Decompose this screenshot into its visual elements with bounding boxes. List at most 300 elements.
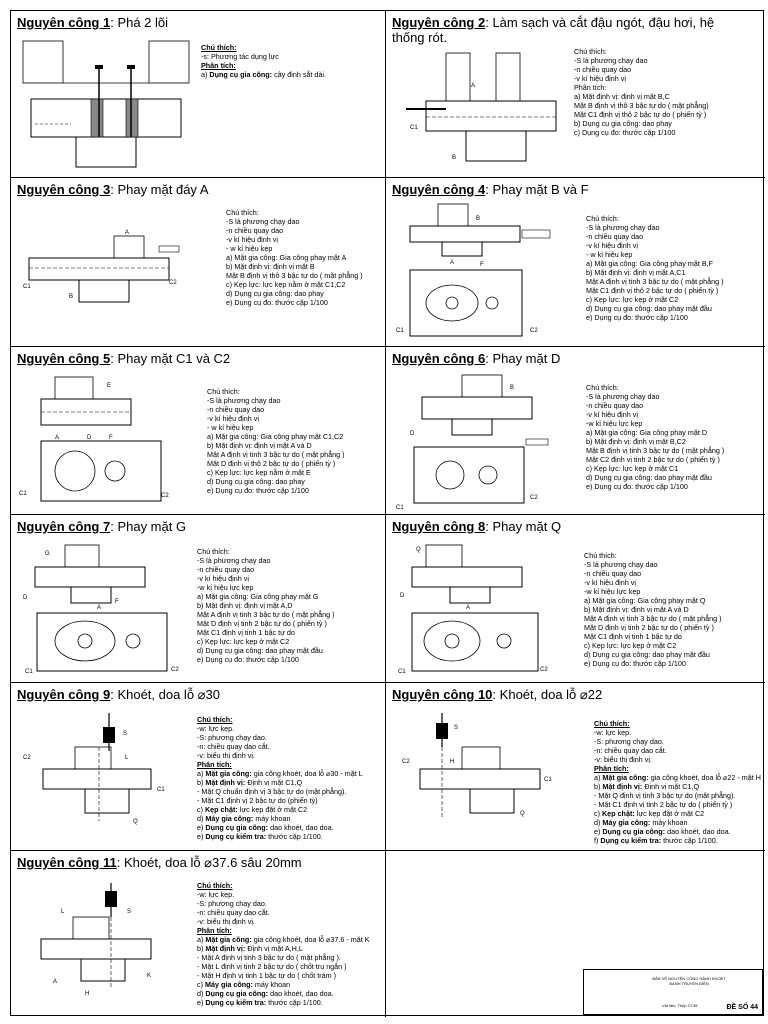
fig-label-B: B xyxy=(510,385,515,391)
note-line xyxy=(197,908,370,917)
note-text: Chú thích: xyxy=(201,43,237,52)
note-text: -S là phương chạy dao xyxy=(207,396,281,405)
note-line xyxy=(594,791,761,800)
note-text: c) Kẹp lực: lực kẹp ở mặt C1 xyxy=(586,464,679,473)
note-text: d) xyxy=(594,818,603,827)
note-text: -v kí hiệu định vị xyxy=(586,410,638,419)
op-name: Phay mặt C1 và C2 xyxy=(117,351,231,366)
fig-label-C1: C1 xyxy=(396,328,404,334)
note-text: - Mặt L định vị tinh 2 bậc tự do ( chốt trụ ngắn ) xyxy=(197,962,347,971)
note-line xyxy=(226,280,363,289)
note-line xyxy=(207,477,344,486)
note-line xyxy=(584,560,721,569)
op-label: Nguyên công 2 xyxy=(392,15,486,30)
note-line xyxy=(226,298,363,307)
fig-label-S: S xyxy=(127,909,132,915)
op-label: Nguyên công 7 xyxy=(17,519,111,534)
op-title xyxy=(17,855,302,870)
op-cell-3 xyxy=(11,178,386,347)
title-block-line2: BÁNH TRUYỀN ĐIỆN xyxy=(669,981,709,986)
fig-label-K: K xyxy=(147,973,152,979)
note-line xyxy=(207,450,344,459)
op-sep: : xyxy=(485,182,489,197)
note-text: e) xyxy=(197,832,206,841)
op-cell-2 xyxy=(386,11,765,178)
note-line xyxy=(197,715,363,724)
note-text: b) Mặt định vị: định vị mặt A,C1 xyxy=(586,268,686,277)
note-line xyxy=(594,728,761,737)
note-line xyxy=(197,769,363,778)
note-text: Phân tích: xyxy=(197,926,232,935)
note-text: d) xyxy=(197,989,206,998)
note-text: Mặt A định vị tinh 3 bậc tự do ( mặt phẳng ) xyxy=(586,277,724,286)
fig-label-C1: C1 xyxy=(19,491,27,497)
note-line xyxy=(226,226,363,235)
fig-label-C1: C1 xyxy=(410,125,418,131)
note-line xyxy=(197,592,334,601)
fig-label-D: D xyxy=(400,593,405,599)
op-figure-4 xyxy=(392,200,584,342)
note-text: e) xyxy=(197,998,206,1007)
note-line xyxy=(197,881,370,890)
note-text: c) Kẹp lực: lực kẹp nằm ở mặt E xyxy=(207,468,311,477)
note-value: thước cặp 1/100. xyxy=(661,836,718,845)
note-text: Chú thích: xyxy=(197,715,233,724)
note-text: Chú thích: xyxy=(586,383,619,392)
op-sep: : xyxy=(110,687,114,702)
note-line xyxy=(197,601,334,610)
note-key: Dụng cụ gia công: xyxy=(602,827,666,836)
note-line xyxy=(197,832,363,841)
note-line xyxy=(226,244,363,253)
op-sep: : xyxy=(485,351,489,366)
note-line xyxy=(586,392,724,401)
note-line xyxy=(226,208,363,217)
note-text: b) xyxy=(197,778,206,787)
note-line xyxy=(586,286,723,295)
note-line xyxy=(584,569,721,578)
note-text: -S là phương chạy dao xyxy=(586,392,660,401)
note-line xyxy=(207,459,344,468)
fig-label-A: A xyxy=(471,83,476,89)
note-text: c) Kẹp lực: lực kẹp ở mặt C2 xyxy=(584,641,677,650)
op-title xyxy=(392,351,560,366)
note-text: -w kí hiệu lực kẹp xyxy=(586,419,643,428)
drawing-sheet xyxy=(10,10,764,1016)
note-line xyxy=(197,646,334,655)
note-text: Mặt D định vị tinh 2 bậc tự do ( phiến tỳ ) xyxy=(584,623,714,632)
op-name: Phá 2 lõi xyxy=(117,15,169,30)
fig-label-C2: C2 xyxy=(530,328,538,334)
note-text: -w: lực kẹp. xyxy=(197,890,235,899)
note-line xyxy=(574,110,709,119)
note-line xyxy=(594,737,761,746)
note-text: - w kí hiệu kẹp xyxy=(586,250,633,259)
note-key: Máy gia công: xyxy=(204,980,253,989)
note-text: Mặt C1 định vị thô 2 bậc tự do ( phiến tỳ ) xyxy=(586,286,719,295)
note-text: -S: phương chạy dao. xyxy=(197,733,267,742)
note-line xyxy=(197,944,370,953)
note-text: Mặt C1 định vị thô 2 bậc tự do ( phiến tỳ ) xyxy=(574,110,707,119)
note-key: Mặt định vị: xyxy=(205,778,246,787)
note-text: - Mặt Q định vị tinh 3 bậc tự do (mặt phẳng). xyxy=(594,791,736,800)
note-text: Chú thích: xyxy=(226,208,259,217)
note-text: -v: biểu thị định vị. xyxy=(594,755,652,764)
note-value: lực kẹp đặt ở mặt C2 xyxy=(634,809,705,818)
op-label: Nguyên công 6 xyxy=(392,351,486,366)
note-line xyxy=(197,583,334,592)
note-text: d) Dụng cụ gia công: dao phay mặt đầu xyxy=(197,646,323,655)
note-line xyxy=(207,396,344,405)
note-line xyxy=(586,304,723,313)
note-line xyxy=(197,935,370,944)
note-line xyxy=(584,623,721,632)
note-line xyxy=(197,778,363,787)
note-text: - w kí hiệu kẹp xyxy=(226,244,273,253)
op-name: Phay mặt G xyxy=(117,519,187,534)
op-label: Nguyên công 5 xyxy=(17,351,111,366)
note-text: b) xyxy=(197,944,206,953)
note-line xyxy=(207,387,344,396)
note-text: b) xyxy=(594,782,603,791)
fig-label-C2: C2 xyxy=(540,667,548,673)
note-line xyxy=(197,628,334,637)
fig-label-A: A xyxy=(55,435,60,441)
note-value: dao khoét, dao doa. xyxy=(268,823,334,832)
op-cell-1 xyxy=(11,11,386,178)
title-block-material: Vật liệu: Thép CT45 xyxy=(662,1003,698,1008)
note-key: Dụng cụ kiểm tra: xyxy=(600,836,662,845)
fig-label-D: D xyxy=(87,435,92,441)
op-label: Nguyên công 11 xyxy=(17,855,117,870)
op-title xyxy=(17,15,168,30)
fig-label-H: H xyxy=(450,759,455,765)
note-text: Chú thích: xyxy=(197,881,233,890)
note-text: -S là phương chạy dao xyxy=(197,556,271,565)
note-text: e) Dụng cụ đo: thước cặp 1/100 xyxy=(197,655,299,664)
fig-label-L: L xyxy=(125,755,129,761)
fig-label-H: H xyxy=(85,991,90,997)
note-text: c) Dụng cụ đo: thước cặp 1/100 xyxy=(574,128,676,137)
fig-label-Q: Q xyxy=(520,811,525,817)
note-line xyxy=(197,998,370,1007)
op-title xyxy=(392,182,589,197)
op-title xyxy=(392,519,561,534)
note-value: máy khoan xyxy=(650,818,688,827)
note-line xyxy=(197,823,363,832)
note-line xyxy=(586,482,724,491)
note-text: Mặt C2 định vị tinh 2 bậc tự do ( phiến tỳ ) xyxy=(586,455,720,464)
note-value: máy khoan xyxy=(252,980,291,989)
op-label: Nguyên công 1 xyxy=(17,15,111,30)
note-text: e) Dụng cụ đo: thước cặp 1/100 xyxy=(207,486,309,495)
op-figure-11 xyxy=(15,877,191,1013)
op-title xyxy=(17,687,220,702)
note-line xyxy=(201,52,326,61)
note-text: a) xyxy=(594,773,603,782)
note-line xyxy=(197,547,334,556)
note-value: gia công khoét, doa lỗ ⌀37.6 - mặt K xyxy=(251,935,370,944)
op-title xyxy=(17,351,230,366)
note-text: c) xyxy=(197,805,205,814)
fig-label-A: A xyxy=(466,605,471,611)
note-text: a) Mặt gia công: Gia công phay mặt G xyxy=(197,592,319,601)
fig-label-C2: C2 xyxy=(161,493,169,499)
note-line xyxy=(594,800,761,809)
op-figure-9 xyxy=(15,707,191,847)
op-sep: : xyxy=(485,15,489,30)
note-text: -v kí hiệu định vị xyxy=(584,578,636,587)
note-text: c) xyxy=(594,809,602,818)
note-line xyxy=(574,56,709,65)
op-name: Khoét, doa lỗ ⌀22 xyxy=(499,687,603,702)
fig-label-C2: C2 xyxy=(23,755,31,761)
note-line xyxy=(586,473,724,482)
note-line xyxy=(586,268,723,277)
note-line xyxy=(584,641,721,650)
note-text: f) xyxy=(594,836,601,845)
note-line xyxy=(197,962,370,971)
note-line xyxy=(594,746,761,755)
op-sep: : xyxy=(110,351,114,366)
note-line xyxy=(586,437,724,446)
note-text: Mặt B định vị tinh 3 bậc tự do ( mặt phẳng ) xyxy=(586,446,725,455)
note-line xyxy=(594,755,761,764)
note-line xyxy=(197,760,363,769)
fig-label-E: E xyxy=(107,383,112,389)
note-line xyxy=(584,632,721,641)
note-line xyxy=(197,619,334,628)
op-cell-9 xyxy=(11,683,386,851)
note-line xyxy=(586,401,724,410)
fig-label-C1: C1 xyxy=(544,777,552,783)
title-block-text xyxy=(644,976,734,986)
note-text: - Mặt Q chuẩn định vị 3 bậc tự do (mặt phẳng). xyxy=(197,787,347,796)
note-line xyxy=(207,441,344,450)
note-text: Mặt B định vị thô 3 bậc tự do ( mặt phẳng) xyxy=(574,101,709,110)
op-notes xyxy=(594,719,761,845)
note-text: Mặt C1 định vị tinh 1 bậc tự do xyxy=(197,628,295,637)
op-notes xyxy=(197,881,370,1007)
note-line xyxy=(584,578,721,587)
note-text: -s: Phương tác dụng lực xyxy=(201,52,279,61)
fig-label-B: B xyxy=(69,294,74,300)
note-line xyxy=(574,92,709,101)
note-text: a) Mặt gia công: Gia công phay mặt D xyxy=(586,428,708,437)
note-line xyxy=(226,262,363,271)
note-text: -S là phương chạy dao xyxy=(574,56,648,65)
note-line xyxy=(574,119,709,128)
op-name: Khoét, doa lỗ ⌀30 xyxy=(117,687,220,702)
note-line xyxy=(586,277,723,286)
note-line xyxy=(574,47,709,56)
fig-label-A: A xyxy=(97,605,102,611)
op-figure-8 xyxy=(390,537,580,679)
fig-label-A: A xyxy=(125,230,130,236)
note-text: d) xyxy=(197,814,206,823)
note-text: Mặt C1 định vị tinh 1 bậc tự do xyxy=(584,632,682,641)
note-line xyxy=(586,383,724,392)
op-cell-6 xyxy=(386,347,765,515)
fig-label-C2: C2 xyxy=(402,759,410,765)
note-text: Mặt A định vị tinh 3 bậc tự do ( mặt phẳng ) xyxy=(584,614,722,623)
note-line xyxy=(226,235,363,244)
note-text: -n: chiều quay dao cắt. xyxy=(594,746,667,755)
note-text: - Mặt C1 định vị 2 bậc tự do (phiến tỳ) xyxy=(197,796,318,805)
note-text: a) xyxy=(197,935,206,944)
note-key: Dụng cụ kiểm tra: xyxy=(205,998,267,1007)
note-line xyxy=(197,787,363,796)
note-text: -v kí hiệu định vị xyxy=(574,74,626,83)
note-line xyxy=(197,556,334,565)
note-line xyxy=(594,818,761,827)
note-line xyxy=(197,953,370,962)
note-text: -n chiều quay dao xyxy=(197,565,255,574)
note-line xyxy=(197,814,363,823)
note-line xyxy=(594,764,761,773)
fig-label-C2: C2 xyxy=(530,495,538,501)
note-line xyxy=(584,551,721,560)
note-text: - Mặt C1 định vị tinh 2 bậc tự do ( phiến tỳ ) xyxy=(594,800,733,809)
note-line xyxy=(586,214,723,223)
fig-label-C1: C1 xyxy=(396,505,404,511)
note-line xyxy=(594,836,761,845)
note-line xyxy=(594,782,761,791)
fig-label-C1: C1 xyxy=(157,787,165,793)
op-name: Khoét, doa lỗ ⌀37.6 sâu 20mm xyxy=(123,855,302,870)
note-value: Định vị mặt C1,Q xyxy=(642,782,700,791)
title-block xyxy=(583,969,763,1015)
note-value: thước cặp 1/100. xyxy=(266,998,323,1007)
note-key: Mặt gia công: xyxy=(205,935,252,944)
note-text: -v: biểu thị định vị. xyxy=(197,917,255,926)
note-value: Định vị mặt C1,Q xyxy=(245,778,303,787)
note-text: Mặt B định vị thô 3 bậc tự do ( mặt phẳng ) xyxy=(226,271,363,280)
note-line xyxy=(586,241,723,250)
fig-label-A: A xyxy=(53,979,58,985)
note-text: -w kí hiệu lực kẹp xyxy=(584,587,641,596)
sheet-number: ĐỀ SỐ 44 xyxy=(726,1004,758,1011)
note-line xyxy=(584,596,721,605)
note-line xyxy=(574,74,709,83)
note-key: Dụng cụ gia công: xyxy=(205,989,269,998)
note-key: Máy gia công: xyxy=(205,814,254,823)
note-line xyxy=(226,271,363,280)
note-text: Chú thích: xyxy=(574,47,607,56)
note-text: d) Dụng cụ gia công: dao phay mặt đầu xyxy=(584,650,710,659)
note-line xyxy=(197,989,370,998)
note-line xyxy=(197,610,334,619)
fig-label-C2: C2 xyxy=(169,280,177,286)
note-line xyxy=(586,419,724,428)
note-line xyxy=(586,259,723,268)
note-text: e) xyxy=(197,823,206,832)
fig-label-D: D xyxy=(23,595,28,601)
note-line xyxy=(197,733,363,742)
note-text: Phân tích: xyxy=(594,764,629,773)
op-figure-1 xyxy=(21,39,191,171)
note-text: c) Kẹp lực: lực kẹp nằm ở mặt C1,C2 xyxy=(226,280,346,289)
fig-label-F: F xyxy=(115,599,119,605)
op-title xyxy=(17,182,209,197)
op-name: Phay mặt Q xyxy=(492,519,562,534)
note-text: e) Dụng cụ đo: thước cặp 1/100 xyxy=(586,482,688,491)
note-text: Mặt D định vị thô 2 bậc tự do ( phiến tỳ ) xyxy=(207,459,336,468)
note-line xyxy=(586,410,724,419)
note-key: Dụng cụ kiểm tra: xyxy=(205,832,267,841)
note-line xyxy=(574,83,709,92)
note-line xyxy=(201,43,326,52)
note-text: d) Dụng cụ gia công: dao phay mặt đầu xyxy=(586,473,712,482)
note-text: -n chiều quay dao xyxy=(226,226,284,235)
note-text: b) Mặt định vị: định vị mặt A và D xyxy=(207,441,312,450)
fig-label-S: S xyxy=(454,725,459,731)
note-line xyxy=(586,464,724,473)
note-line xyxy=(586,223,723,232)
note-line xyxy=(586,232,723,241)
note-text: Phân tích: xyxy=(201,61,236,70)
fig-label-F: F xyxy=(109,435,113,441)
op-name: Phay mặt D xyxy=(492,351,561,366)
note-key: Mặt gia công: xyxy=(602,773,649,782)
note-text: -n chiều quay dao xyxy=(207,405,265,414)
note-line xyxy=(586,455,724,464)
note-value: cây đinh sắt dài. xyxy=(272,70,327,79)
note-line xyxy=(197,655,334,664)
empty-cell xyxy=(386,851,765,1017)
note-text: b) Mặt định vị: định vị mặt B,C2 xyxy=(586,437,686,446)
note-value: máy khoan xyxy=(253,814,291,823)
op-cell-11 xyxy=(11,851,386,1017)
note-line xyxy=(197,805,363,814)
note-text: - Mặt A định vị tinh 3 bậc tự do ( mặt phẳng ). xyxy=(197,953,341,962)
note-text: a) Mặt gia công: Gia công phay mặt A xyxy=(226,253,347,262)
note-text: Chú thích: xyxy=(197,547,230,556)
note-line xyxy=(594,809,761,818)
op-figure-3 xyxy=(19,218,219,308)
note-key: Dụng cụ gia công: xyxy=(209,70,273,79)
note-value: thước cặp 1/100. xyxy=(266,832,323,841)
fig-label-A: A xyxy=(450,260,455,266)
op-label: Nguyên công 4 xyxy=(392,182,486,197)
fig-label-Q: Q xyxy=(416,547,421,553)
note-text: d) Dụng cụ gia công: dao phay xyxy=(226,289,324,298)
note-key: Mặt định vị: xyxy=(205,944,246,953)
note-value: lực kẹp đặt ở mặt C2 xyxy=(237,805,308,814)
note-line xyxy=(584,605,721,614)
note-line xyxy=(574,128,709,137)
note-line xyxy=(207,423,344,432)
op-figure-2 xyxy=(396,51,568,171)
note-text: -S là phương chạy dao xyxy=(586,223,660,232)
op-notes xyxy=(201,43,326,79)
note-line xyxy=(197,637,334,646)
note-text: e) xyxy=(594,827,603,836)
note-line xyxy=(207,468,344,477)
note-line xyxy=(197,890,370,899)
op-notes xyxy=(574,47,709,137)
op-sep: : xyxy=(485,519,489,534)
note-text: Mặt A định vị tinh 3 bậc tự do ( mặt phẳng ) xyxy=(197,610,335,619)
note-line xyxy=(584,614,721,623)
note-text: -w: lực kẹp. xyxy=(594,728,632,737)
note-key: Kẹp chặt: xyxy=(601,809,635,818)
note-text: c) Kẹp lực: lực kẹp ở mặt C2 xyxy=(586,295,679,304)
op-notes xyxy=(207,387,344,495)
note-text: e) Dụng cụ đo: thước cặp 1/100 xyxy=(586,313,688,322)
note-line xyxy=(197,724,363,733)
note-text: -w: lực kẹp. xyxy=(197,724,235,733)
